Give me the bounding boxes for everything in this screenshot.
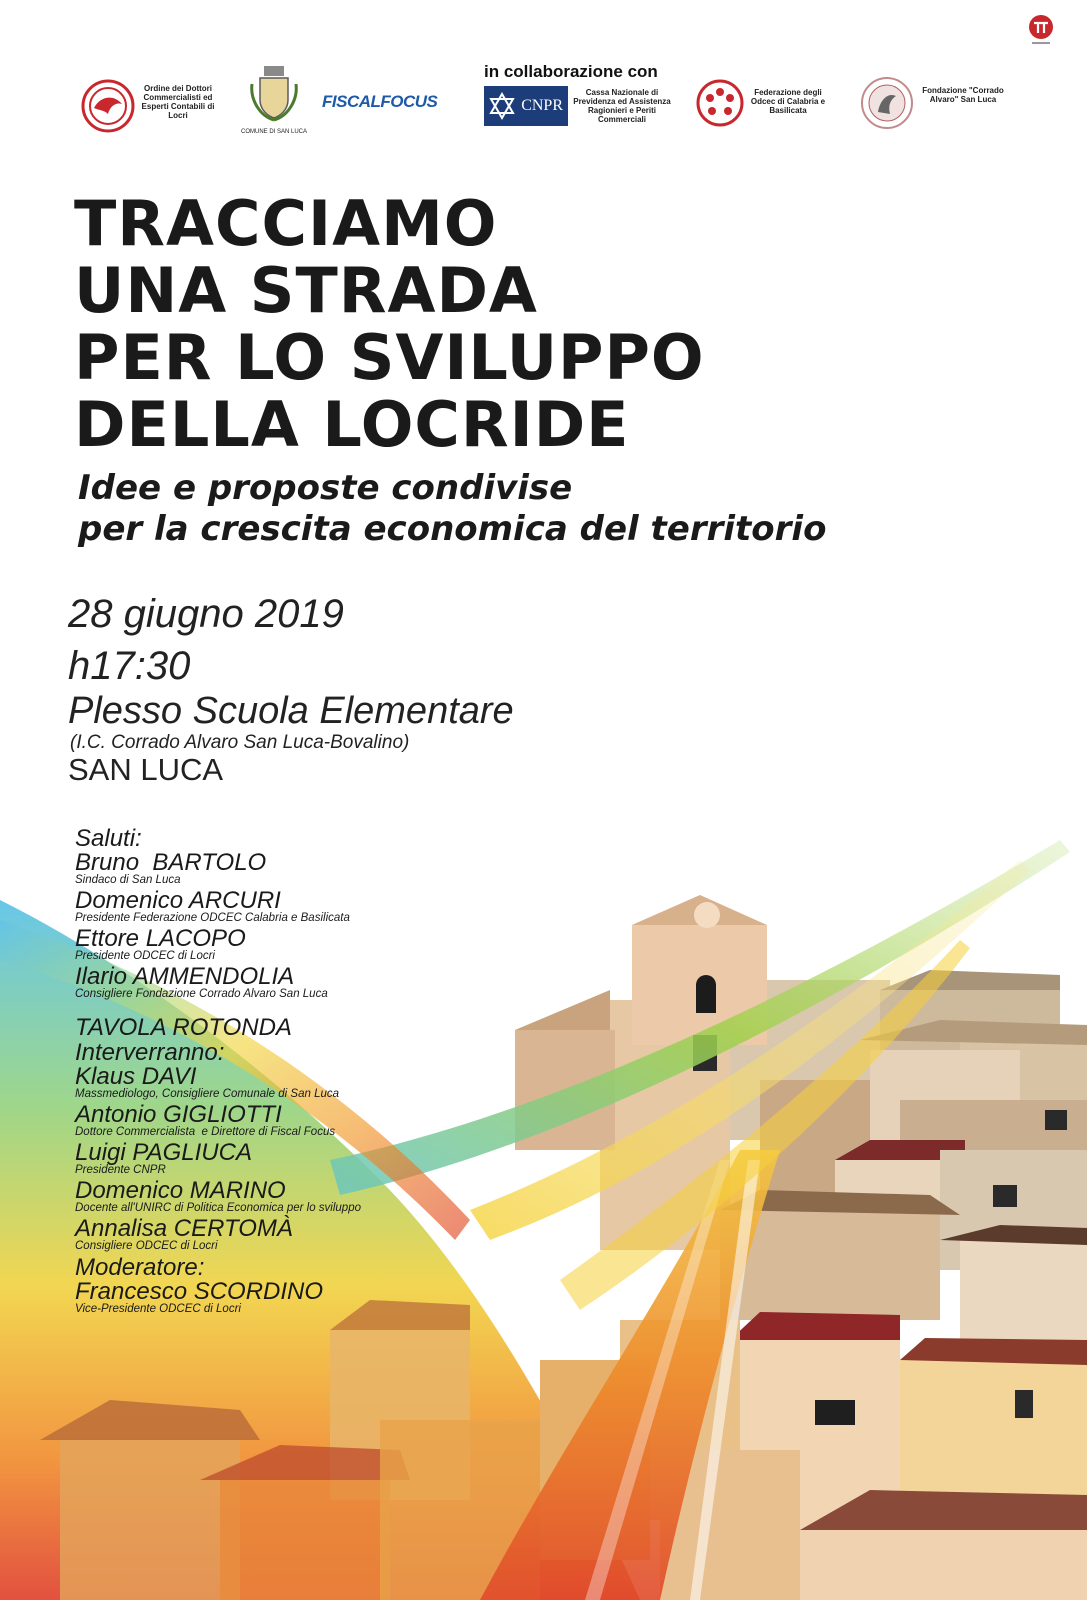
odcec-emblem-icon	[78, 78, 138, 134]
speaker-role: Vice-Presidente ODCEC di Locri	[75, 1303, 241, 1315]
title-line-2: UNA STRADA	[74, 254, 538, 327]
speaker-name: Bruno BARTOLO	[75, 849, 267, 876]
speaker-davi	[75, 1065, 505, 1100]
event-place: SAN LUCA	[68, 752, 224, 787]
federazione-label: Federazione degli Odcec di Calabria e Basilicata	[750, 88, 826, 115]
subtitle	[78, 468, 826, 550]
speaker-name: Francesco SCORDINO	[75, 1278, 324, 1305]
fondazione-label: Fondazione "Corrado Alvaro" San Luca	[922, 86, 1004, 104]
programme	[75, 826, 505, 1318]
speaker-role: Consigliere ODCEC di Locri	[75, 1240, 218, 1252]
main-title	[74, 187, 705, 461]
speaker-role: Massmediologo, Consigliere Comunale di San Luca	[75, 1088, 340, 1100]
event-date: 28 giugno 2019	[68, 592, 344, 636]
pi-logo-icon	[1028, 14, 1054, 48]
logo-odcec-locri	[78, 78, 218, 134]
logo-fiscalfocus	[322, 92, 437, 112]
logo-cnpr	[484, 86, 674, 128]
coat-of-arms-icon	[246, 64, 302, 124]
speaker-marino	[75, 1179, 505, 1214]
speaker-name: Domenico MARINO	[75, 1177, 286, 1204]
speaker-role: Presidente Federazione ODCEC Calabria e Basilicata	[75, 912, 350, 924]
logo-federazione	[695, 78, 835, 128]
speaker-role: Presidente ODCEC di Locri	[75, 950, 215, 962]
comune-label: COMUNE DI SAN LUCA	[240, 129, 307, 135]
subtitle-line-2: per la crescita economica del territorio	[78, 509, 827, 549]
collaboration-label: in collaborazione con	[484, 62, 658, 81]
federazione-emblem-icon	[695, 78, 745, 128]
fiscalfocus-part-b: FOCUS	[380, 92, 438, 111]
logo-fondazione	[860, 76, 1010, 130]
speaker-certoma	[75, 1217, 505, 1252]
speaker-name: Luigi PAGLIUCA	[75, 1139, 252, 1166]
speaker-role: Sindaco di San Luca	[75, 874, 181, 886]
star-of-david-icon	[488, 92, 516, 120]
fondazione-emblem-icon	[860, 76, 914, 130]
speaker-name: Domenico ARCURI	[75, 887, 281, 914]
speaker-name: Annalisa CERTOMÀ	[75, 1215, 293, 1242]
moderator-heading: Moderatore:	[75, 1254, 205, 1281]
speaker-name: Ilario AMMENDOLIA	[75, 963, 295, 990]
speaker-gigliotti	[75, 1103, 505, 1138]
title-line-4: DELLA LOCRIDE	[74, 388, 630, 461]
round-table-heading: TAVOLA ROTONDA	[75, 1014, 292, 1041]
speakers-heading: Interverranno:	[75, 1039, 225, 1066]
logo-comune-san-luca	[232, 64, 316, 140]
subtitle-line-1: Idee e proposte condivise	[78, 468, 573, 508]
speaker-scordino	[75, 1280, 505, 1315]
cnpr-label: Cassa Nazionale di Previdenza ed Assistenza Ragionieri e Periti Commerciali	[573, 88, 671, 124]
greetings-heading: Saluti:	[75, 825, 142, 852]
event-time: h17:30	[68, 644, 191, 688]
cnpr-mark: CNPR	[521, 97, 563, 114]
speaker-role: Docente all'UNIRC di Politica Economica per lo sviluppo	[75, 1202, 361, 1214]
speaker-ammendolia	[75, 965, 505, 1000]
speaker-bartolo	[75, 851, 505, 886]
speaker-role: Dottore Commercialista e Direttore di Fiscal Focus	[75, 1126, 336, 1138]
speaker-role: Presidente CNPR	[75, 1164, 166, 1176]
title-line-3: PER LO SVILUPPO	[74, 321, 705, 394]
event-venue-note: (I.C. Corrado Alvaro San Luca-Bovalino)	[70, 732, 410, 753]
odcec-locri-label: Ordine dei Dottori Commercialisti ed Esperti Contabili di Locri	[141, 84, 215, 120]
event-venue: Plesso Scuola Elementare	[68, 690, 514, 732]
speaker-name: Ettore LACOPO	[75, 925, 246, 952]
speaker-role: Consigliere Fondazione Corrado Alvaro San Luca	[75, 988, 328, 1000]
speaker-arcuri	[75, 889, 505, 924]
title-line-1: TRACCIAMO	[74, 187, 498, 260]
fiscalfocus-part-a: FISCAL	[322, 92, 381, 111]
speaker-lacopo	[75, 927, 505, 962]
speaker-name: Klaus DAVI	[75, 1063, 197, 1090]
speaker-pagliuca	[75, 1141, 505, 1176]
speaker-name: Antonio GIGLIOTTI	[75, 1101, 282, 1128]
